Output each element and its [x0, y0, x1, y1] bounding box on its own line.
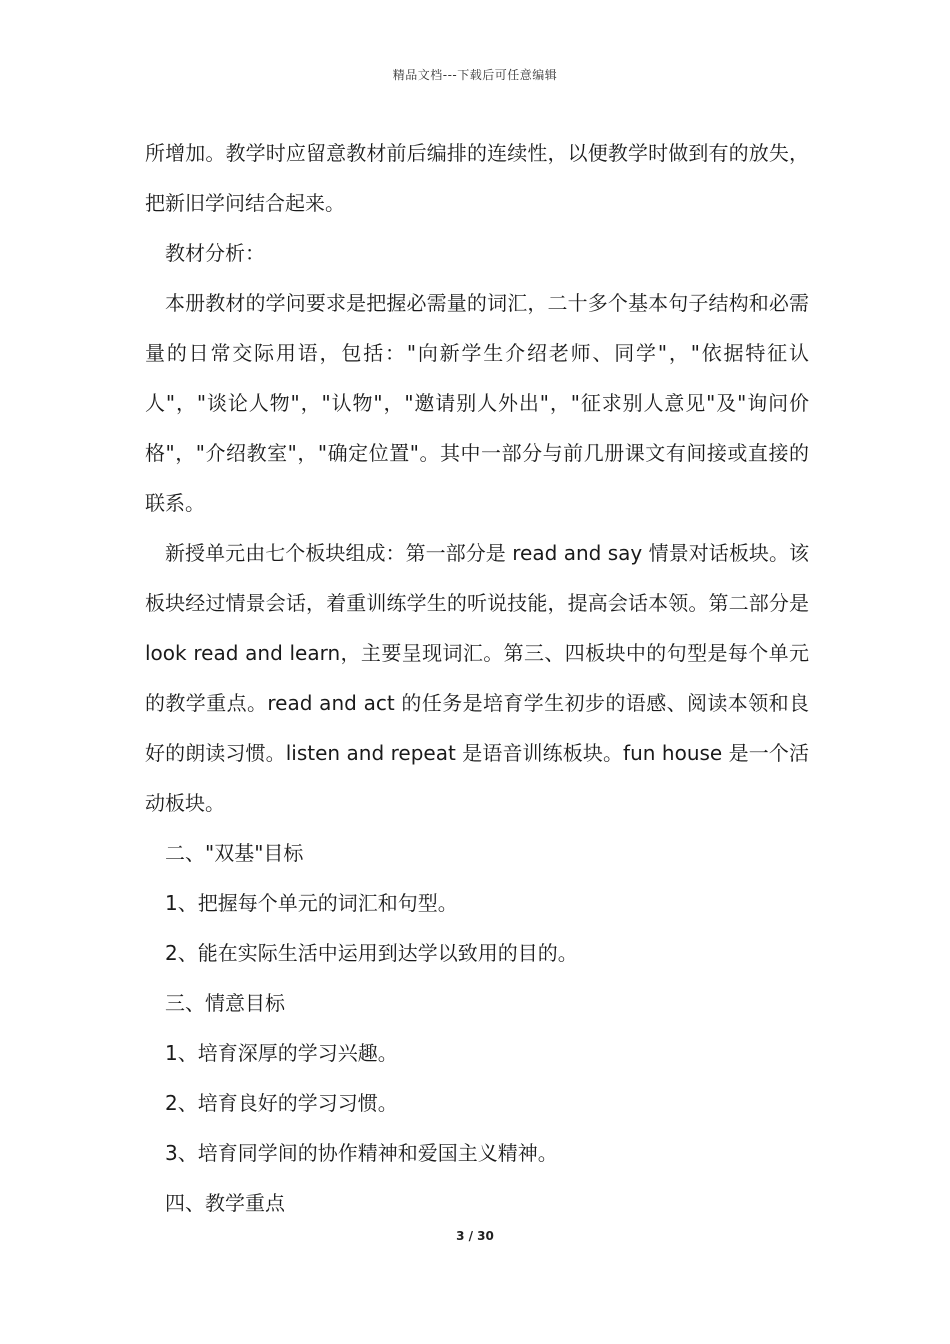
document-body [145, 128, 809, 1228]
list-item-goal-2: 2、能在实际生活中运用到达学以致用的目的。 [165, 941, 578, 965]
list-item-goal-1: 1、把握每个单元的词汇和句型。 [165, 891, 458, 915]
list-item-affective-3: 3、培育同学间的协作精神和爱国主义精神。 [165, 1141, 558, 1165]
page-header: 精品文档---下载后可任意编辑 [392, 68, 558, 82]
paragraph-unit-structure: 新授单元由七个板块组成：第一部分是 read and say 情景对话板块。该板块经过情景会话，着重训练学生的听说技能，提高会话本领。第二部分是 look read and learn，主要呈现词汇。第三、四板块中的句型是每个单元的教学重点。read and act 的任务是培育学生初步的语感、阅读本领和良好的朗读习惯。listen and repeat 是语音训练板块。fun house 是一个活动板块。 [145, 541, 809, 815]
heading-teaching-focus: 四、教学重点 [165, 1191, 285, 1215]
paragraph-knowledge-requirements: 本册教材的学问要求是把握必需量的词汇，二十多个基本句子结构和必需量的日常交际用语，包括："向新学生介绍老师、同学"，"依据特征认人"，"谈论人物"，"认物"，"邀请别人外出"，"征求别人意见"及"询问价格"，"介绍教室"，"确定位置"。其中一部分与前几册课文有间接或直接的联系。 [145, 291, 809, 515]
list-item-affective-1: 1、培育深厚的学习兴趣。 [165, 1041, 398, 1065]
page-indicator: 3 / 30 [456, 1229, 494, 1243]
heading-dual-basics-goals: 二、"双基"目标 [165, 841, 304, 865]
paragraph-continuation: 所增加。教学时应留意教材前后编排的连续性，以便教学时做到有的放失，把新旧学问结合起来。 [145, 141, 809, 215]
heading-textbook-analysis: 教材分析： [165, 241, 265, 265]
list-item-affective-2: 2、培育良好的学习习惯。 [165, 1091, 398, 1115]
heading-affective-goals: 三、情意目标 [165, 991, 285, 1015]
